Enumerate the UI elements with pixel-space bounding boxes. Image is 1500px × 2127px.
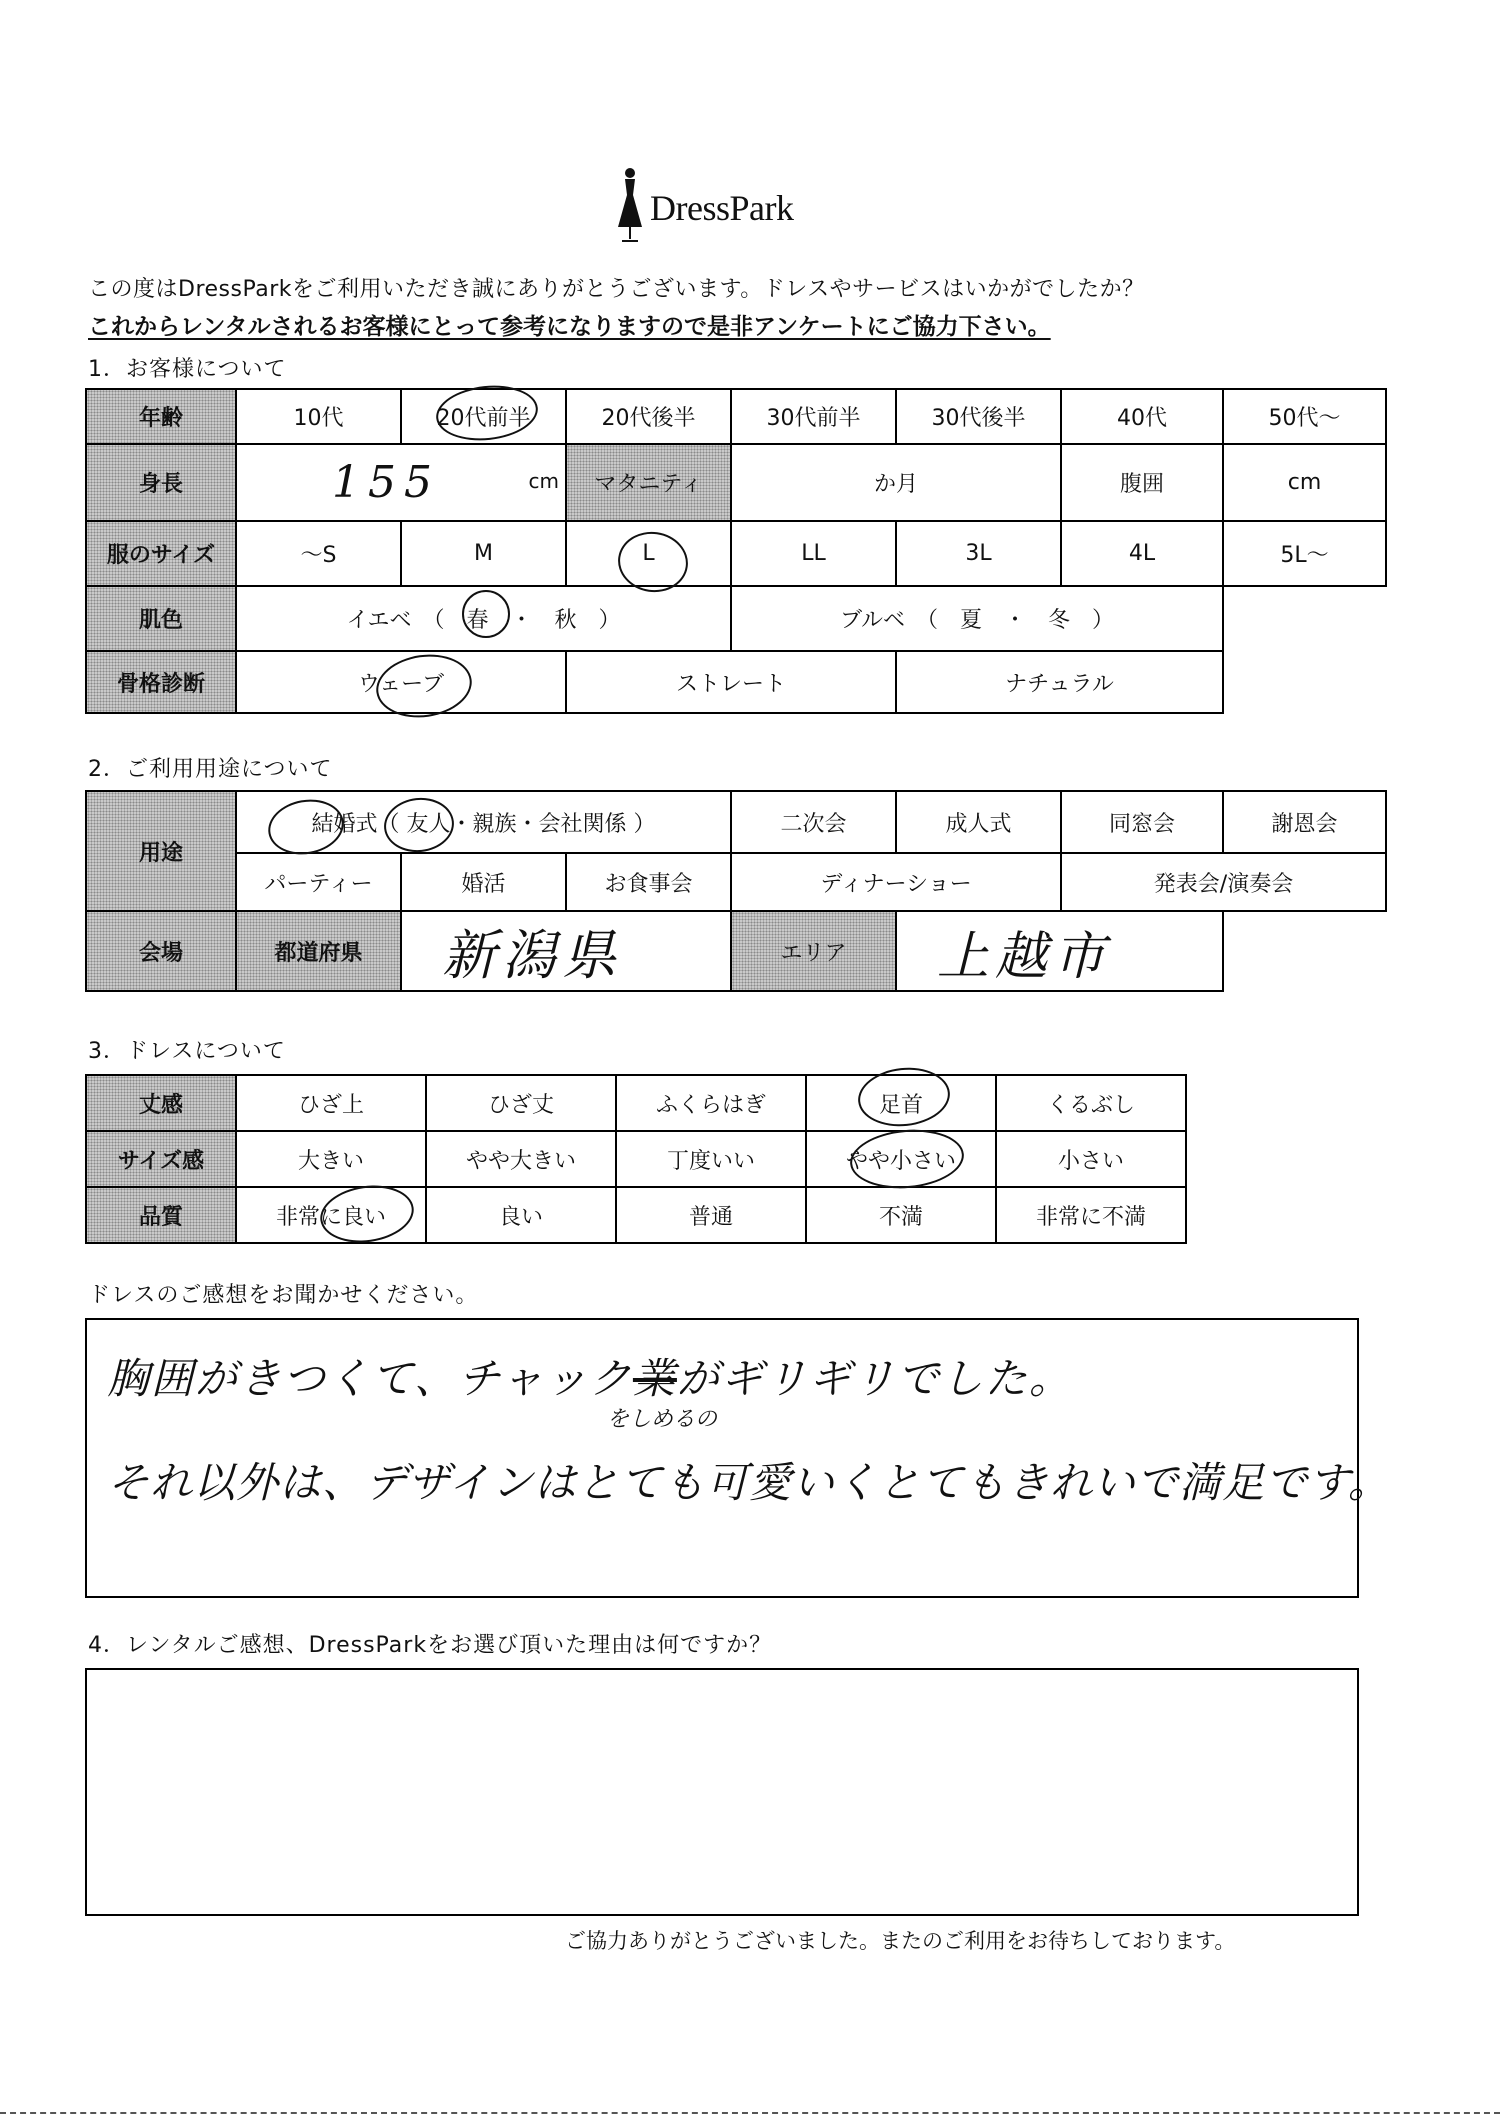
section-1-title: 1．お客様について (88, 357, 287, 382)
purpose-option[interactable]: お食事会 (566, 853, 731, 911)
waist-unit: cm (1287, 470, 1322, 495)
maternity-months-field[interactable] (731, 444, 1061, 521)
intro-request: これからレンタルされるお客様にとって参考になりますので是非アンケートにご協力下さい。 (88, 314, 1051, 340)
comment-insert: をしめるの (607, 1407, 718, 1432)
size-option[interactable]: ～S (236, 521, 401, 586)
age-option[interactable]: 50代～ (1223, 389, 1386, 444)
prefecture-field[interactable] (401, 911, 731, 991)
empty-cell (1223, 586, 1386, 651)
area-field[interactable] (896, 911, 1223, 991)
length-label: 丈感 (86, 1075, 236, 1131)
customer-table (85, 388, 1387, 714)
dresspark-logo (612, 165, 852, 245)
quality-option[interactable]: 不満 (806, 1187, 996, 1243)
skin-yellow-option[interactable]: イエベ （ 春 ・ 秋 ） (236, 586, 731, 651)
section-3-title: 3．ドレスについて (88, 1039, 286, 1064)
size-option[interactable]: M (401, 521, 566, 586)
purpose-option[interactable]: 成人式 (896, 791, 1061, 853)
quality-option-selected[interactable]: 非常に良い (236, 1187, 426, 1243)
fit-option-selected[interactable]: やや小さい (806, 1131, 996, 1187)
size-row (86, 521, 1386, 586)
dress-figure-icon (612, 165, 648, 245)
length-option[interactable]: くるぶし (996, 1075, 1186, 1131)
comment-line-2: それ以外は、デザインはとても可愛いくとてもきれいで満足です。 (107, 1458, 1391, 1507)
selection-circle-skin (462, 590, 510, 638)
fit-option[interactable]: 小さい (996, 1131, 1186, 1187)
purpose-option[interactable]: 謝恩会 (1223, 791, 1386, 853)
footer-thanks: ご協力ありがとうございました。またのご利用をお待ちしております。 (565, 1929, 1236, 1953)
age-option[interactable]: 30代前半 (731, 389, 896, 444)
purpose-option[interactable]: 発表会/演奏会 (1061, 853, 1386, 911)
length-option-selected[interactable]: 足首 (806, 1075, 996, 1131)
size-option[interactable]: 4L (1061, 521, 1223, 586)
purpose-option[interactable]: 婚活 (401, 853, 566, 911)
months-unit: か月 (873, 472, 918, 497)
section-2-title: 2．ご利用用途について (88, 757, 333, 782)
purpose-label: 用途 (86, 791, 236, 911)
purpose-option[interactable]: ディナーショー (731, 853, 1061, 911)
age-label: 年齢 (86, 389, 236, 444)
purpose-row-2 (86, 853, 1386, 911)
fit-label: サイズ感 (86, 1131, 236, 1187)
age-option-selected[interactable]: 20代前半 (401, 389, 566, 444)
skin-blue-option[interactable]: ブルベ （ 夏 ・ 冬 ） (731, 586, 1223, 651)
length-option[interactable]: ひざ上 (236, 1075, 426, 1131)
length-option[interactable]: ふくらはぎ (616, 1075, 806, 1131)
quality-row (86, 1187, 1186, 1243)
fit-option[interactable]: 大きい (236, 1131, 426, 1187)
purpose-option[interactable]: 二次会 (731, 791, 896, 853)
maternity-label: マタニティ (566, 444, 731, 521)
purpose-option[interactable]: 同窓会 (1061, 791, 1223, 853)
logo-text: DressPark (650, 188, 794, 228)
frame-row (86, 651, 1386, 713)
purpose-option[interactable]: パーティー (236, 853, 401, 911)
dress-table (85, 1074, 1187, 1244)
frame-label: 骨格診断 (86, 651, 236, 713)
height-field[interactable] (236, 444, 566, 521)
area-label: エリア (731, 911, 896, 991)
comment-text-1: 胸囲がきつくて、チャック (107, 1354, 633, 1403)
height-row (86, 444, 1386, 521)
length-option[interactable]: ひざ丈 (426, 1075, 616, 1131)
empty-cell (1223, 911, 1386, 991)
age-option[interactable]: 10代 (236, 389, 401, 444)
quality-option[interactable]: 普通 (616, 1187, 806, 1243)
skin-row (86, 586, 1386, 651)
comment-prompt: ドレスのご感想をお聞かせください。 (88, 1283, 479, 1308)
purpose-wedding[interactable]: 結婚式（ 友人・親族・会社関係 ） (236, 791, 731, 853)
section-4-title: 4．レンタルご感想、DressParkをお選び頂いた理由は何ですか？ (88, 1633, 773, 1658)
venue-label: 会場 (86, 911, 236, 991)
size-option[interactable]: 5L～ (1223, 521, 1386, 586)
prefecture-value: 新潟県 (442, 923, 622, 987)
size-option-selected[interactable]: L (566, 521, 731, 586)
area-value: 上越市 (937, 926, 1112, 987)
age-option[interactable]: 20代後半 (566, 389, 731, 444)
frame-option[interactable]: ナチュラル (896, 651, 1223, 713)
frame-option-selected[interactable]: ウェーブ (236, 651, 566, 713)
waist-field[interactable] (1223, 444, 1386, 521)
frame-option[interactable]: ストレート (566, 651, 896, 713)
age-option[interactable]: 40代 (1061, 389, 1223, 444)
size-option[interactable]: LL (731, 521, 896, 586)
empty-cell (1223, 651, 1386, 713)
length-row (86, 1075, 1186, 1131)
height-label: 身長 (86, 444, 236, 521)
venue-row (86, 911, 1386, 991)
waist-label: 腹囲 (1061, 444, 1223, 521)
intro-text: この度はDressParkをご利用いただき誠にありがとうございます。ドレスやサービスはいかがでしたか？ (88, 277, 1145, 302)
size-option[interactable]: 3L (896, 521, 1061, 586)
dress-comment-box[interactable] (85, 1318, 1391, 1598)
fit-option[interactable]: やや大きい (426, 1131, 616, 1187)
skin-label: 肌色 (86, 586, 236, 651)
quality-option[interactable]: 良い (426, 1187, 616, 1243)
age-option[interactable]: 30代後半 (896, 389, 1061, 444)
prefecture-label: 都道府県 (236, 911, 401, 991)
fit-option[interactable]: 丁度いい (616, 1131, 806, 1187)
comment-text-1b: がギリギリでした。 (676, 1354, 1073, 1403)
age-row (86, 389, 1386, 444)
fit-row (86, 1131, 1186, 1187)
size-label: 服のサイズ (86, 521, 236, 586)
quality-label: 品質 (86, 1187, 236, 1243)
comment-struck-text: 業 (632, 1354, 677, 1403)
comment-line-1 (107, 1346, 1073, 1406)
scan-edge-divider (0, 2112, 1500, 2117)
height-value: 155 (332, 457, 440, 508)
rental-reason-box[interactable] (85, 1668, 1359, 1916)
height-unit: cm (528, 469, 559, 493)
quality-option[interactable]: 非常に不満 (996, 1187, 1186, 1243)
